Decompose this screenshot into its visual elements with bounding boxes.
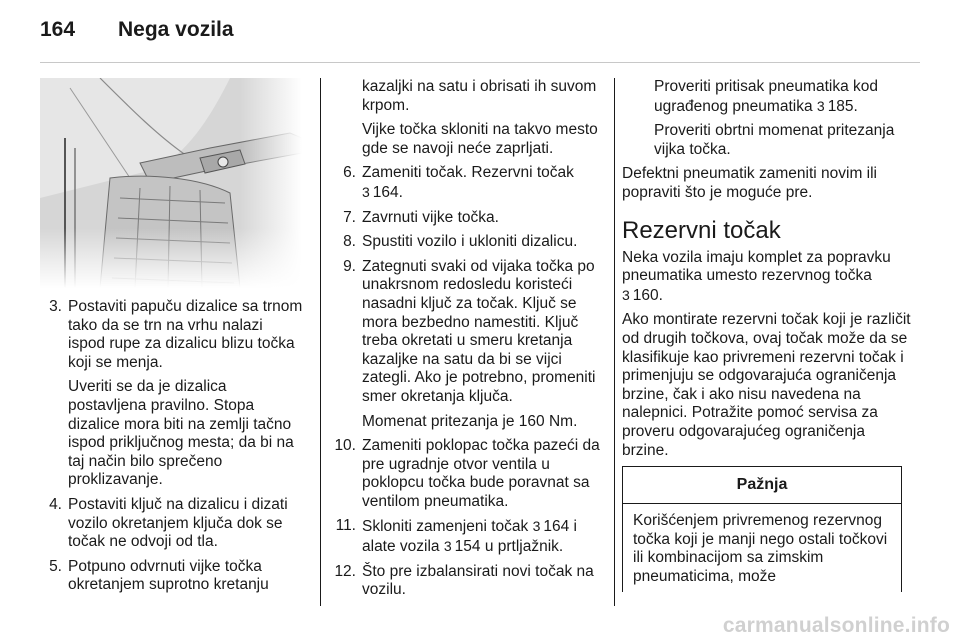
paragraph: Defektni pneumatik zameniti novim ili popraviti što je moguće pre.	[622, 165, 877, 201]
text-column-2	[330, 78, 606, 606]
step-number: 7.	[343, 208, 356, 226]
text-column-1	[36, 298, 304, 601]
warning-box	[622, 466, 902, 592]
page-ref-icon: 3	[443, 538, 452, 555]
page-number: 164	[40, 18, 76, 41]
step-5-note: Vijke točka skloniti na takvo mesto gde se navoji neće zaprljati.	[362, 121, 598, 157]
step-number: 6.	[343, 164, 356, 182]
step-text: Zameniti točak. Rezervni točak	[362, 164, 574, 182]
warning-text: Korišćenjem privremenog rezervnog točka koji je manji nego ostali točkovi ili kombinacijom sa zimskim pneumaticima, može	[633, 512, 888, 585]
check-tire-pressure	[622, 78, 912, 116]
page-ref-icon: 3	[816, 97, 825, 114]
step-text: Zavrnuti vijke točka.	[362, 208, 499, 226]
step-text: Zameniti poklopac točka pazeći da pre ugradnje otvor ventila u poklopcu točka bude poravnat sa ventilom pneumatika.	[362, 437, 600, 510]
text-column-3	[622, 78, 912, 592]
step-text: Zategnuti svaki od vijaka točka po unakrsnom redosledu koristeći nasadni ključ za točak. Ključ se mora bezbedno namestiti. Ključ treba okretati u smeru kretanja kazaljke na satu da bi se vijci zategli. Ako je potrebno, promeniti smer okretanja ključa.	[362, 257, 596, 405]
step-text: Skloniti zamenjeni točak	[362, 518, 529, 536]
step-3	[36, 298, 304, 372]
jack-placement-illustration	[40, 78, 302, 288]
step-number: 11.	[335, 517, 356, 535]
step-number: 4.	[49, 495, 62, 513]
step-number: 5.	[49, 557, 62, 575]
step-5	[36, 558, 304, 595]
page-ref-icon: 3	[622, 286, 630, 303]
page-ref-icon: 3	[362, 183, 370, 200]
check-text: Proveriti pritisak pneumatika kod ugrađenog pneumatika	[654, 78, 878, 115]
step-text: Što pre izbalansirati novi točak na vozilu.	[362, 562, 594, 599]
column-divider	[614, 78, 615, 606]
paragraph: Ako montirate rezervni točak koji je različit od drugih točkova, ovaj točak može da se klasifikuje kao privremeni rezervni točak i primenjuju se odgovarajuća ograničenja brzine, čak i ako nisu navedena na nalepnici. Potražite pomoć servisa za proveru odgovarajućeg ograničenja brzine.	[622, 311, 911, 459]
check-torque: Proveriti obrtni momenat pritezanja vijka točka.	[654, 122, 895, 158]
step-number: 8.	[343, 233, 356, 251]
step-number: 3.	[49, 298, 62, 315]
page-ref[interactable]: 164 i alate vozila	[362, 518, 578, 556]
step-5-continuation: kazaljki na satu i obrisati ih suvom krpom.	[362, 78, 597, 114]
header-divider	[40, 62, 920, 63]
paragraph	[622, 249, 912, 306]
page-ref[interactable]: 160.	[632, 286, 663, 304]
step-9-note: Momenat pritezanja je 160 Nm.	[362, 412, 578, 430]
step-7	[330, 209, 606, 228]
step-number: 10.	[334, 437, 356, 455]
step-9	[330, 258, 606, 407]
page-ref[interactable]: 154 u prtljažnik.	[454, 538, 564, 556]
step-4	[36, 496, 304, 552]
warning-title: Pažnja	[623, 467, 901, 504]
paragraph-text: Neka vozila imaju komplet za popravku pneumatika umesto rezervnog točka	[622, 248, 891, 285]
step-11	[330, 517, 606, 556]
page-title: Nega vozila	[118, 18, 234, 41]
page-ref-icon: 3	[532, 518, 541, 535]
step-text: Postaviti papuču dizalice sa trnom tako da se trn na vrhu nalazi ispod rupe za dizalicu blizu točka koji se menja.	[68, 298, 303, 371]
page-ref[interactable]: 185.	[827, 97, 858, 115]
column-divider	[320, 78, 321, 606]
step-number: 9.	[343, 257, 356, 275]
watermark: carmanualsonline.info	[722, 614, 950, 637]
step-number: 12.	[334, 562, 356, 580]
step-10	[330, 437, 606, 511]
step-text: Spustiti vozilo i ukloniti dizalicu.	[362, 233, 578, 251]
section-title: Rezervni točak	[622, 216, 781, 244]
step-text: Postaviti ključ na dizalicu i dizati vozilo okretanjem ključa dok se točak ne odvoji od tla.	[68, 495, 288, 551]
step-6	[330, 164, 606, 202]
page-ref[interactable]: 164.	[372, 183, 403, 201]
step-8	[330, 233, 606, 252]
step-12	[330, 563, 606, 600]
step-3-note: Uveriti se da je dizalica postavljena pravilno. Stopa dizalice mora biti na zemlji tačno ispod priključnog mesta; da bi na taj način bilo sprečeno proklizavanje.	[68, 378, 294, 489]
step-text: Potpuno odvrnuti vijke točka okretanjem suprotno kretanju	[68, 557, 269, 594]
